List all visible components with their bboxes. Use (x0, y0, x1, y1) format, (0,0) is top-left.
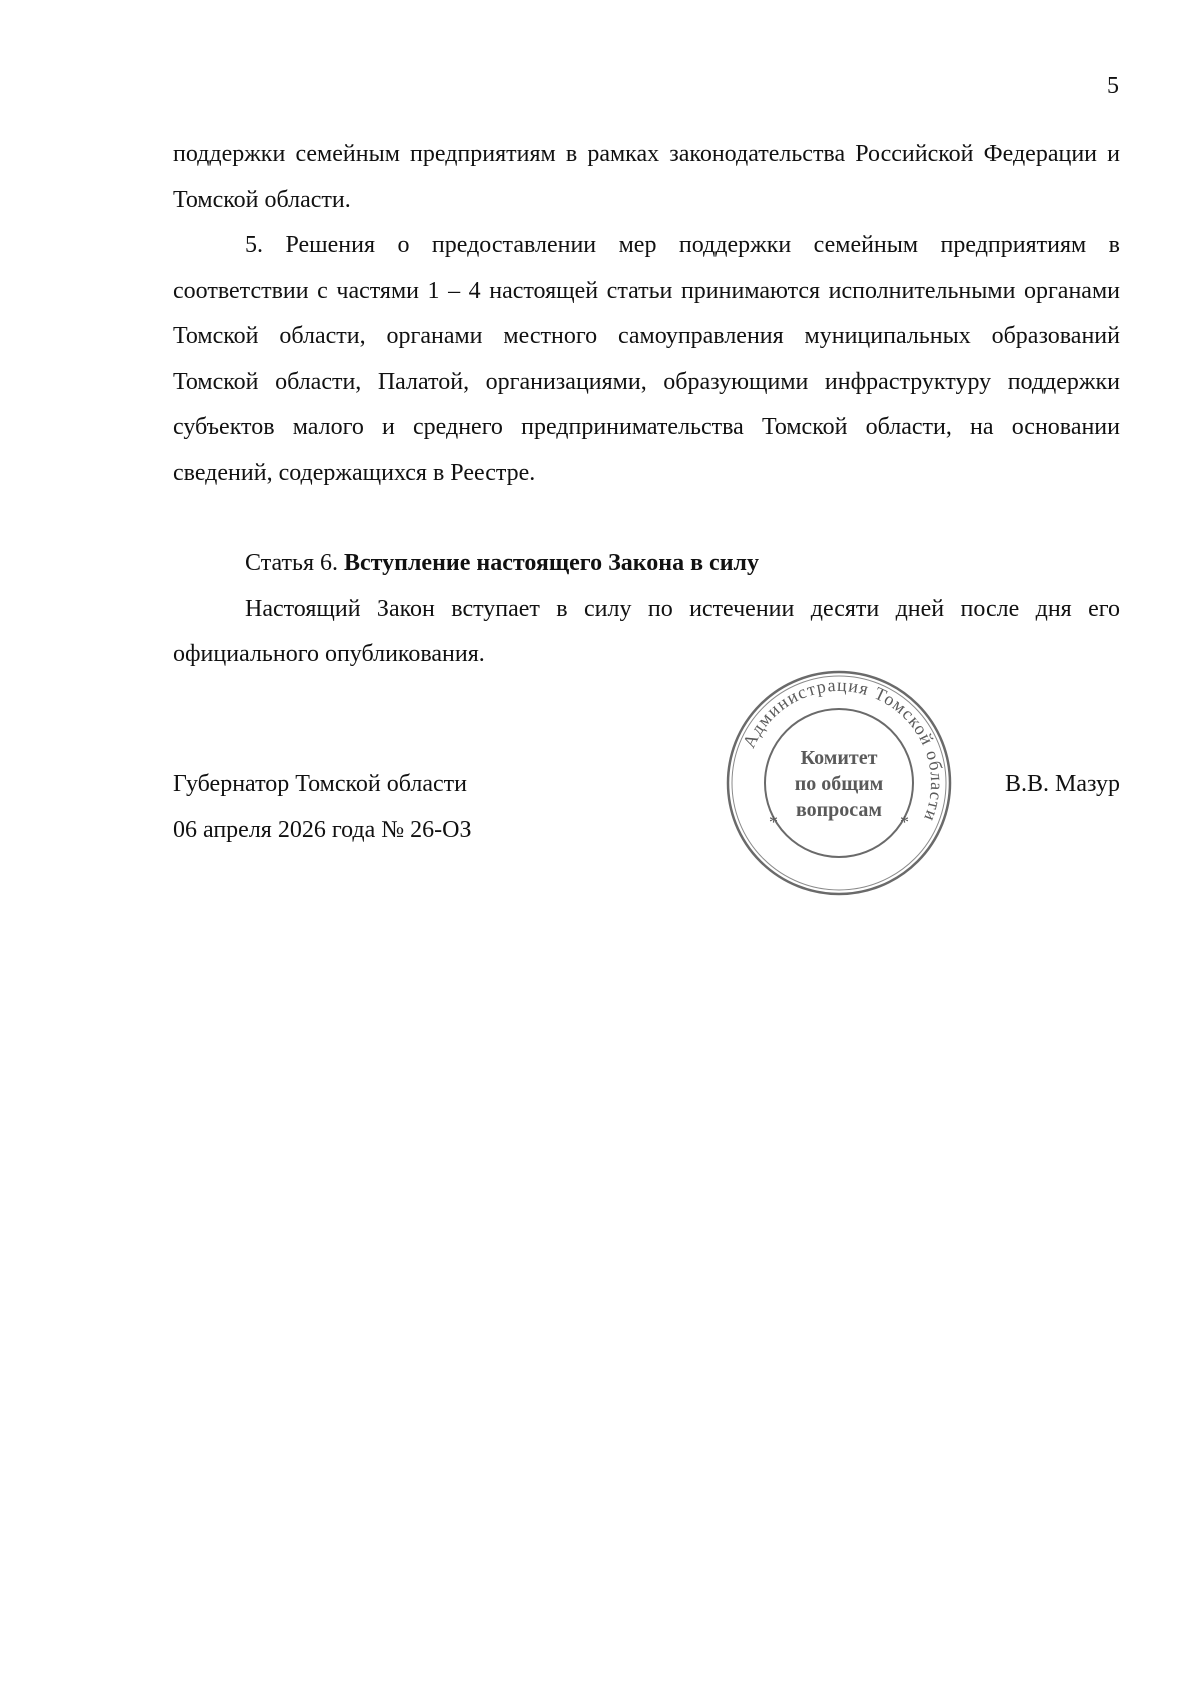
page-number: 5 (1107, 73, 1119, 99)
law-date-number: 06 апреля 2026 года № 26-ОЗ (173, 816, 472, 843)
article-6-body: Настоящий Закон вступает в силу по истечении десяти дней после дня его официального опубликования. (173, 595, 1120, 667)
continuation-paragraph: поддержки семейным предприятиям в рамках законодательства Российской Федерации и Томской области. (173, 141, 1120, 213)
stamp-star-left: * (769, 812, 780, 832)
signer-name: В.В. Мазур (1005, 771, 1120, 797)
stamp-center-line-2: по общим (794, 773, 884, 795)
article-6-title: Вступление настоящего Закона в силу (343, 550, 759, 576)
stamp-center-line-1: Комитет (800, 747, 878, 769)
official-stamp (722, 666, 956, 900)
article-6-block (173, 541, 1120, 678)
paragraph-5: 5. Решения о предоставлении мер поддержки семейным предприятиям в соответствии с частями 1 – 4 настоящей статьи принимаются исполнительными органами Томской области, органами местного самоуправления муниципальных образований Томской области, Палатой, организациями, образующими инфраструктуру поддержки субъектов малого и среднего предпринимательства Томской области, на основании сведений, содержащихся в Реестре. (173, 232, 1120, 486)
signer-position: Губернатор Томской области (173, 771, 467, 797)
stamp-seal-graphic (722, 666, 956, 900)
signature-left-block (173, 762, 472, 853)
article-6-prefix: Статья 6. (245, 550, 344, 576)
article-6-heading (173, 541, 1120, 587)
stamp-ring-text: Администрация Томской области (738, 674, 948, 825)
stamp-center-line-3: вопросам (795, 799, 883, 821)
stamp-star-right: * (900, 812, 911, 832)
main-text-block (173, 132, 1120, 496)
